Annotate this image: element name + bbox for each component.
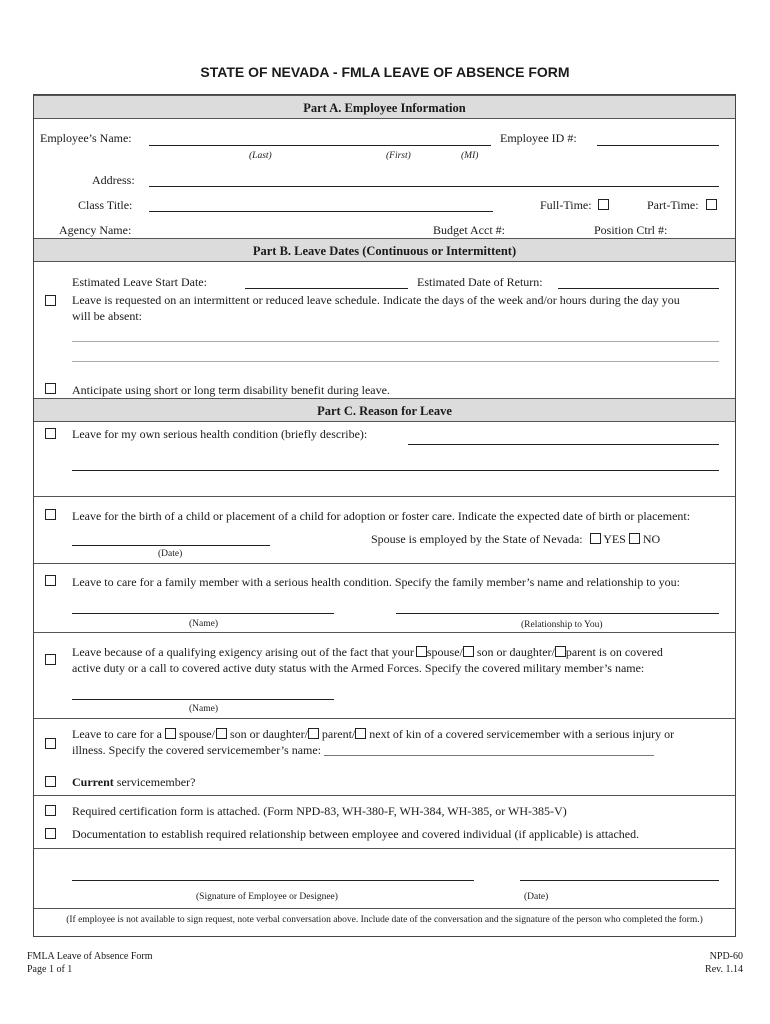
birth-date-field[interactable] bbox=[72, 545, 270, 546]
divider bbox=[34, 908, 735, 909]
divider bbox=[34, 718, 735, 719]
own-health-checkbox[interactable] bbox=[45, 428, 56, 439]
return-date-label: Estimated Date of Return: bbox=[417, 275, 543, 289]
footer-page: Page 1 of 1 bbox=[27, 964, 73, 975]
part-b-header: Part B. Leave Dates (Continuous or Intermittent) bbox=[34, 238, 735, 262]
fmla-form bbox=[33, 94, 736, 937]
last-name-caption: (Last) bbox=[249, 151, 272, 161]
no-label: NO bbox=[642, 532, 661, 546]
service-spouse-label: spouse/ bbox=[178, 727, 215, 741]
birth-date-caption: (Date) bbox=[158, 549, 183, 559]
address-field[interactable] bbox=[149, 186, 719, 187]
signature-caption: (Signature of Employee or Designee) bbox=[196, 892, 338, 902]
divider bbox=[34, 563, 735, 564]
disability-label: Anticipate using short or long term disability benefit during leave. bbox=[72, 383, 390, 397]
employee-name-label: Employee’s Name: bbox=[40, 131, 132, 145]
verbal-conversation-note: (If employee is not available to sign request, note verbal conversation above. Include date of the conversation and the signature of the person who completed the form.) bbox=[66, 915, 703, 925]
servicemember-text-line1 bbox=[72, 727, 674, 742]
servicemember-text-line2: illness. Specify the covered servicemember’s name: _______________________________________________________ bbox=[72, 743, 655, 757]
spouse-employed-label bbox=[371, 532, 660, 547]
yes-label: YES bbox=[603, 532, 626, 546]
own-health-label: Leave for my own serious health condition (briefly describe): bbox=[72, 427, 368, 441]
current-servicemember-label bbox=[72, 775, 195, 790]
class-title-field[interactable] bbox=[149, 211, 493, 212]
exigency-spouse-label: spouse/ bbox=[426, 645, 463, 659]
service-son-label: son or daughter/ bbox=[229, 727, 308, 741]
exigency-text-a: Leave because of a qualifying exigency arising out of the fact that your bbox=[72, 645, 414, 659]
certification-checkbox[interactable] bbox=[45, 805, 56, 816]
documentation-label: Documentation to establish required relationship between employee and covered individual (if applicable) is attached. bbox=[72, 827, 640, 841]
family-member-name-caption: (Name) bbox=[189, 619, 219, 629]
middle-initial-caption: (MI) bbox=[461, 151, 479, 161]
intermittent-text-line2: will be absent: bbox=[72, 309, 142, 323]
exigency-checkbox[interactable] bbox=[45, 654, 56, 665]
own-health-line-2[interactable] bbox=[72, 470, 719, 471]
agency-name-label: Agency Name: bbox=[59, 223, 132, 237]
exigency-spouse-checkbox[interactable] bbox=[416, 646, 427, 657]
part-c-header: Part C. Reason for Leave bbox=[34, 398, 735, 422]
own-health-field[interactable] bbox=[408, 444, 719, 445]
divider bbox=[34, 496, 735, 497]
service-parent-label: parent/ bbox=[321, 727, 356, 741]
military-member-name-field[interactable] bbox=[72, 699, 334, 700]
exigency-son-checkbox[interactable] bbox=[463, 646, 474, 657]
position-ctrl-label: Position Ctrl #: bbox=[594, 223, 668, 237]
exigency-parent-label: parent is on covered bbox=[565, 645, 663, 659]
family-care-checkbox[interactable] bbox=[45, 575, 56, 586]
signature-date-field[interactable] bbox=[520, 880, 719, 881]
spouse-yes-checkbox[interactable] bbox=[590, 533, 601, 544]
full-time-checkbox[interactable] bbox=[598, 199, 609, 210]
relationship-caption: (Relationship to You) bbox=[521, 620, 603, 630]
relationship-field[interactable] bbox=[396, 613, 719, 614]
current-bold: Current bbox=[72, 775, 114, 789]
family-member-name-field[interactable] bbox=[72, 613, 334, 614]
documentation-checkbox[interactable] bbox=[45, 828, 56, 839]
service-kin-checkbox[interactable] bbox=[355, 728, 366, 739]
exigency-parent-checkbox[interactable] bbox=[555, 646, 566, 657]
current-rest: servicemember? bbox=[113, 775, 196, 789]
birth-checkbox[interactable] bbox=[45, 509, 56, 520]
class-title-label: Class Title: bbox=[78, 198, 133, 212]
intermittent-text-line1: Leave is requested on an intermittent or reduced leave schedule. Indicate the days of the week and/or hours during the day you bbox=[72, 293, 680, 307]
footer-form-number: NPD-60 bbox=[709, 951, 743, 962]
intermittent-checkbox[interactable] bbox=[45, 295, 56, 306]
form-title: STATE OF NEVADA - FMLA LEAVE OF ABSENCE FORM bbox=[200, 64, 570, 80]
signature-date-caption: (Date) bbox=[524, 892, 549, 902]
servicemember-checkbox[interactable] bbox=[45, 738, 56, 749]
footer-revision: Rev. 1.14 bbox=[705, 964, 743, 975]
spouse-no-checkbox[interactable] bbox=[629, 533, 640, 544]
family-care-label: Leave to care for a family member with a serious health condition. Specify the family member’s name and relationship to you: bbox=[72, 575, 680, 589]
service-spouse-checkbox[interactable] bbox=[165, 728, 176, 739]
service-parent-checkbox[interactable] bbox=[308, 728, 319, 739]
service-kin-label: next of kin of a covered servicemember with a serious injury or bbox=[369, 727, 675, 741]
exigency-text-line1 bbox=[72, 645, 663, 660]
disability-checkbox[interactable] bbox=[45, 383, 56, 394]
intermittent-line-2[interactable] bbox=[72, 361, 719, 362]
service-text-a: Leave to care for a bbox=[72, 727, 162, 741]
divider bbox=[34, 795, 735, 796]
exigency-text-line2: active duty or a call to covered active duty status with the Armed Forces. Specify the covered military member’s name: bbox=[72, 661, 645, 675]
signature-field[interactable] bbox=[72, 880, 474, 881]
exigency-son-label: son or daughter/ bbox=[476, 645, 555, 659]
part-time-label: Part-Time: bbox=[647, 198, 699, 212]
intermittent-line-1[interactable] bbox=[72, 341, 719, 342]
service-son-checkbox[interactable] bbox=[216, 728, 227, 739]
footer-form-name: FMLA Leave of Absence Form bbox=[27, 951, 153, 962]
budget-acct-label: Budget Acct #: bbox=[433, 223, 505, 237]
spouse-employed-text: Spouse is employed by the State of Nevada: bbox=[371, 532, 583, 546]
military-member-name-caption: (Name) bbox=[189, 704, 219, 714]
address-label: Address: bbox=[92, 173, 135, 187]
employee-name-field[interactable] bbox=[149, 145, 491, 146]
divider bbox=[34, 632, 735, 633]
employee-id-label: Employee ID #: bbox=[500, 131, 577, 145]
full-time-label: Full-Time: bbox=[540, 198, 592, 212]
start-date-field[interactable] bbox=[245, 288, 408, 289]
return-date-field[interactable] bbox=[558, 288, 719, 289]
first-name-caption: (First) bbox=[386, 151, 411, 161]
current-servicemember-checkbox[interactable] bbox=[45, 776, 56, 787]
employee-id-field[interactable] bbox=[597, 145, 719, 146]
birth-label: Leave for the birth of a child or placement of a child for adoption or foster care. Indicate the expected date of birth or placement: bbox=[72, 509, 691, 523]
part-a-header: Part A. Employee Information bbox=[34, 95, 735, 119]
start-date-label: Estimated Leave Start Date: bbox=[72, 275, 207, 289]
certification-label: Required certification form is attached. (Form NPD-83, WH-380-F, WH-384, WH-385, or WH-385-V) bbox=[72, 804, 567, 818]
part-time-checkbox[interactable] bbox=[706, 199, 717, 210]
divider bbox=[34, 848, 735, 849]
